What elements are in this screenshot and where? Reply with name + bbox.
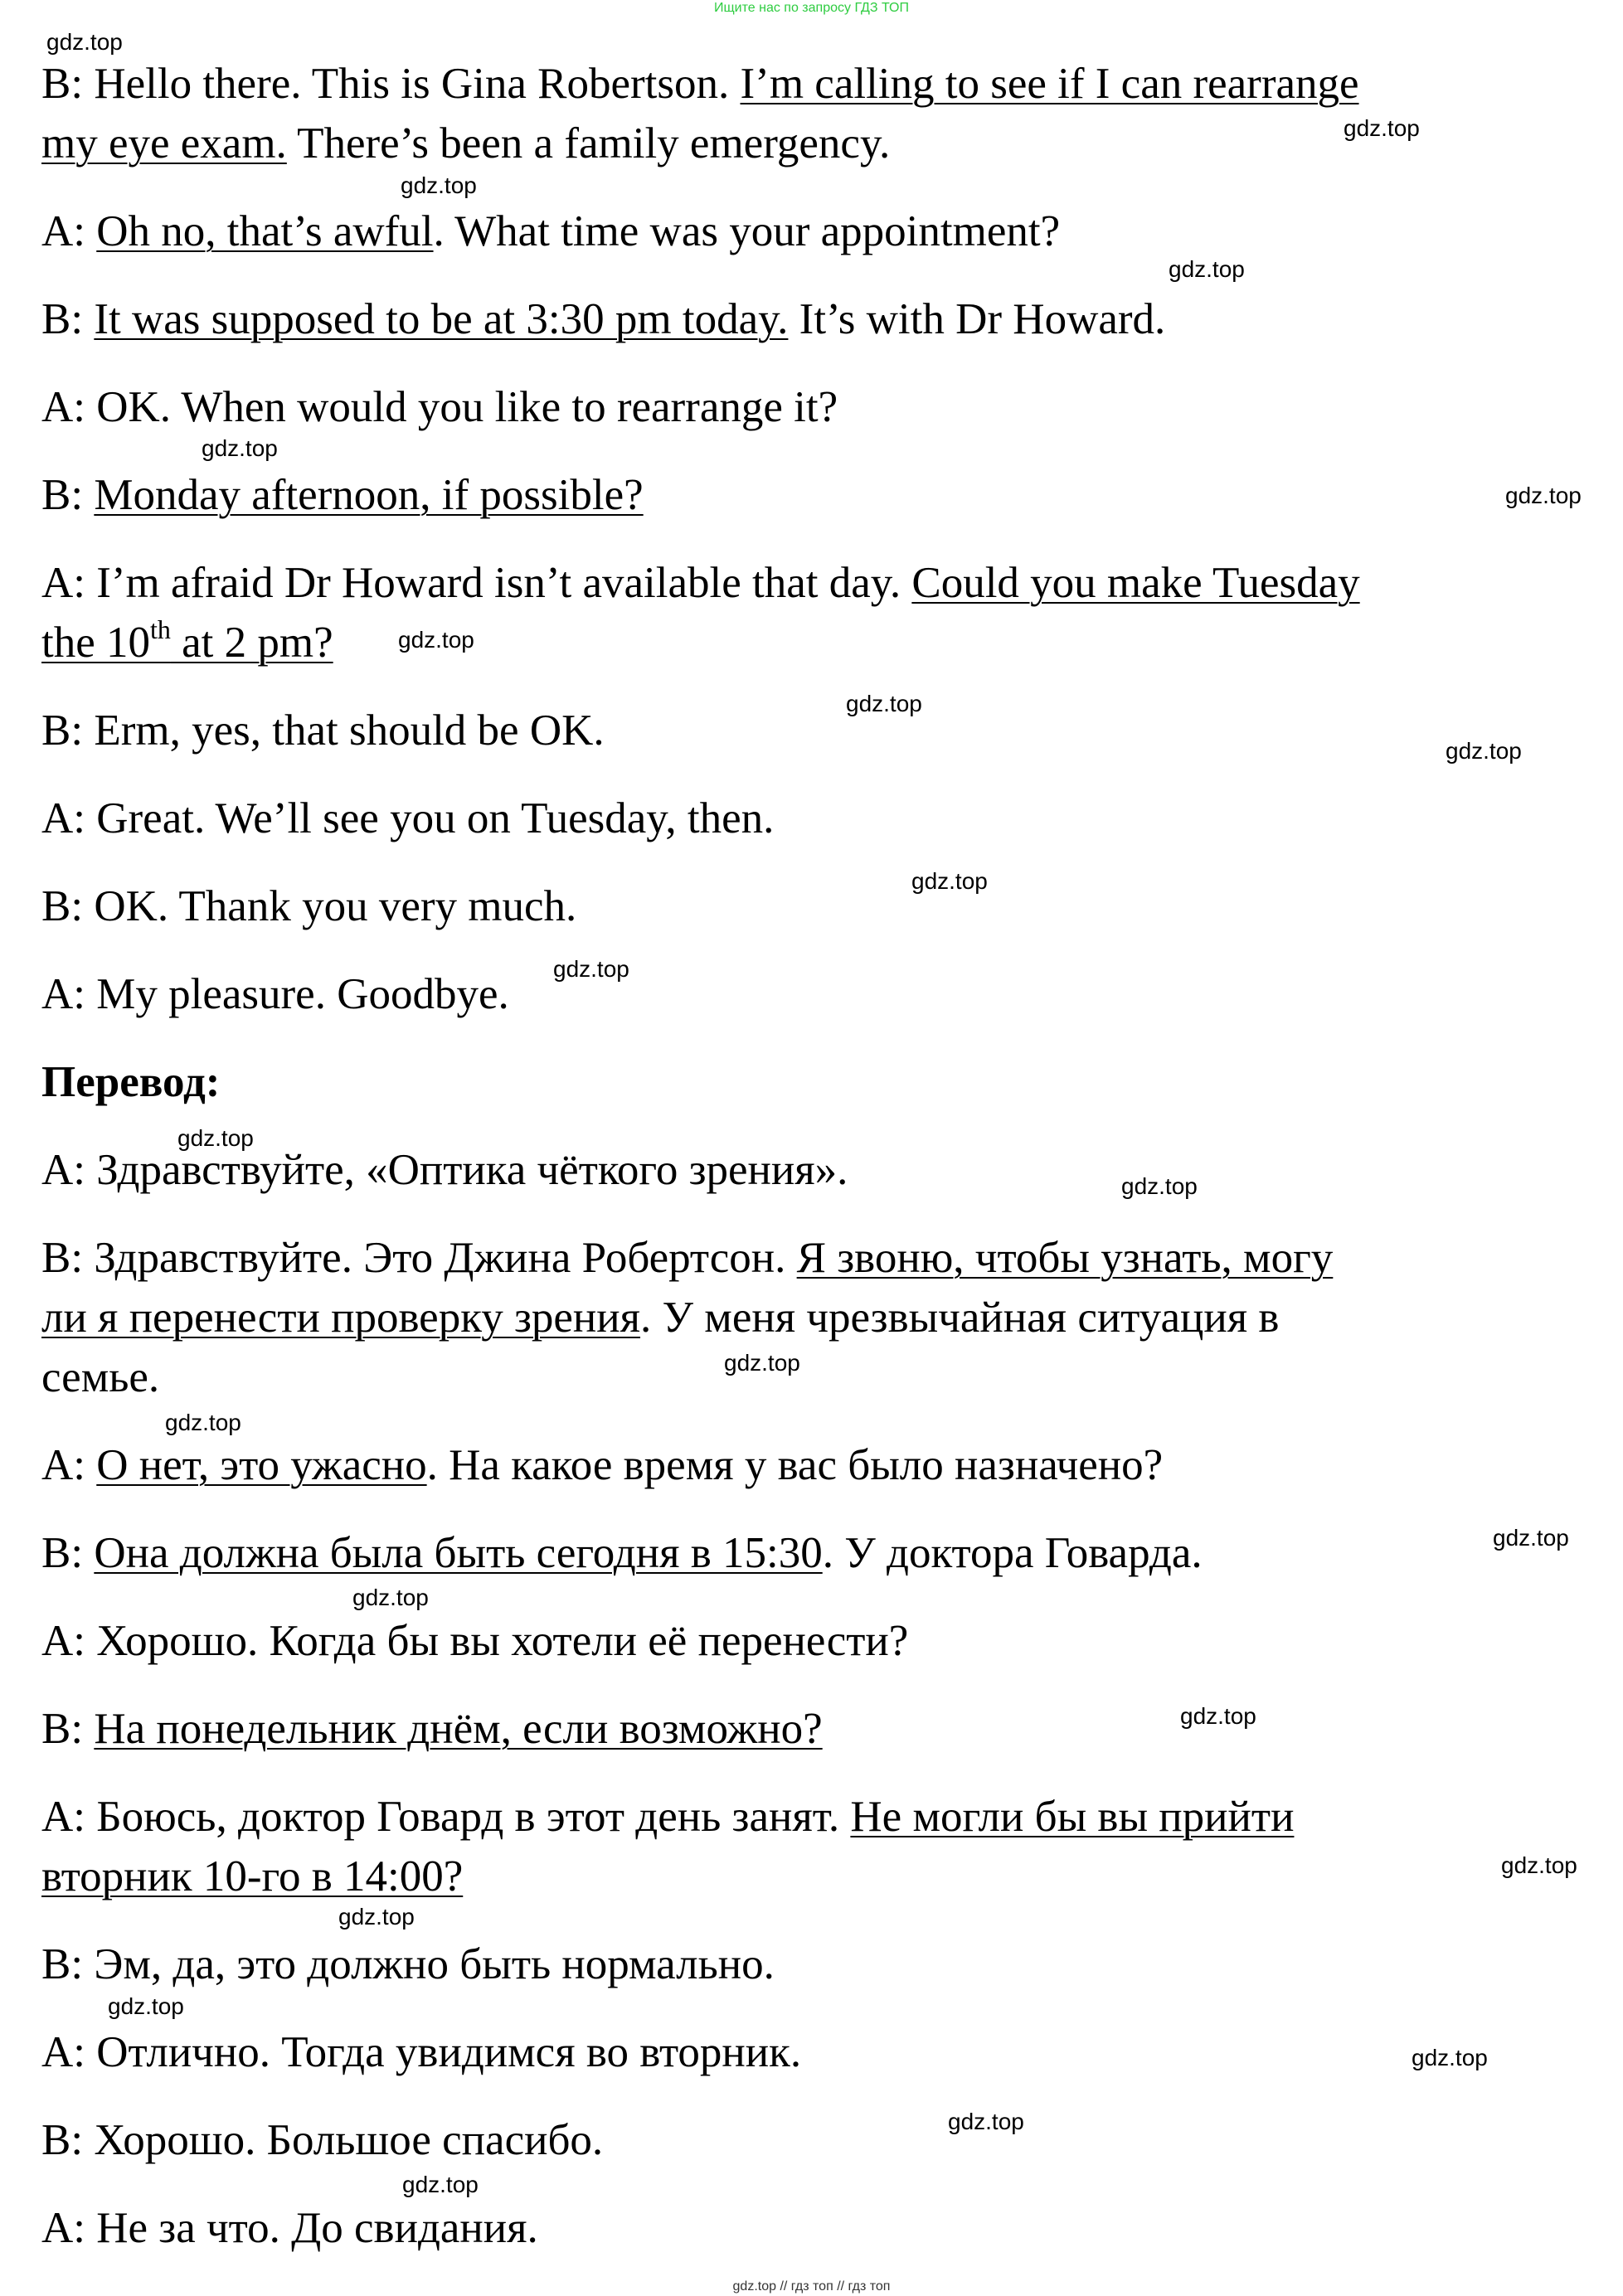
watermark: gdz.top [1180,1703,1256,1729]
watermark: gdz.top [402,2172,479,2197]
russian-line-10: вторник 10-го в 14:00? [41,1852,464,1900]
english-line-2: my eye exam. There’s been a family emergency. [41,119,891,167]
watermark: gdz.top [1505,483,1582,508]
russian-line-8: В: На понедельник днём, если возможно? [41,1705,823,1753]
watermark: gdz.top [1169,256,1245,282]
english-line-4: B: It was supposed to be at 3:30 pm today. It’s with Dr Howard. [41,295,1166,343]
russian-line-2: В: Здравствуйте. Это Джина Робертсон. Я звоню, чтобы узнать, могу [41,1234,1334,1282]
watermark: gdz.top [202,435,278,461]
russian-line-1: А: Здравствуйте, «Оптика чёткого зрения». [41,1146,848,1194]
russian-line-5: А: О нет, это ужасно. На какое время у вас было назначено? [41,1441,1164,1489]
russian-line-14: А: Не за что. До свидания. [41,2204,538,2252]
russian-line-4: семье. [41,1353,160,1401]
watermark: gdz.top [553,956,629,982]
english-line-7: A: I’m afraid Dr Howard isn’t available that day. Could you make Tuesday [41,559,1360,607]
watermark: gdz.top [108,1993,184,2019]
english-line-12: A: My pleasure. Goodbye. [41,970,509,1018]
translation-heading: Перевод: [41,1058,221,1106]
watermark: gdz.top [46,29,123,55]
english-line-5: A: OK. When would you like to rearrange it? [41,383,838,431]
watermark: gdz.top [338,1904,415,1930]
english-line-3: A: Oh no, that’s awful. What time was your appointment? [41,207,1061,255]
bottom-banner[interactable]: gdz.top // гдз топ // гдз топ [732,2279,891,2294]
top-banner[interactable]: Ищите нас по запросу ГДЗ ТОП [714,1,909,15]
russian-line-9: А: Боюсь, доктор Говард в этот день занят. Не могли бы вы прийти [41,1793,1295,1841]
english-line-11: B: OK. Thank you very much. [41,882,577,930]
english-line-6: B: Monday afternoon, if possible? [41,471,644,519]
watermark: gdz.top [911,868,988,894]
russian-line-13: В: Хорошо. Большое спасибо. [41,2116,604,2164]
english-line-1: B: Hello there. This is Gina Robertson. I’m calling to see if I can rearrange [41,60,1359,108]
watermark: gdz.top [1446,738,1522,764]
watermark: gdz.top [1121,1173,1198,1199]
english-line-9: B: Erm, yes, that should be OK. [41,706,605,755]
watermark: gdz.top [1501,1852,1577,1878]
watermark: gdz.top [846,691,922,716]
watermark: gdz.top [398,627,474,653]
watermark: gdz.top [948,2109,1024,2134]
russian-line-12: А: Отлично. Тогда увидимся во вторник. [41,2028,802,2076]
english-line-8: the 10th at 2 pm? [41,614,333,667]
russian-line-6: В: Она должна была быть сегодня в 15:30. У доктора Говарда. [41,1529,1203,1577]
russian-line-7: А: Хорошо. Когда бы вы хотели её перенести? [41,1617,909,1665]
watermark: gdz.top [724,1350,800,1376]
watermark: gdz.top [1493,1525,1569,1551]
watermark: gdz.top [1412,2045,1488,2070]
watermark: gdz.top [1344,115,1420,141]
russian-line-11: В: Эм, да, это должно быть нормально. [41,1940,775,1988]
english-line-10: A: Great. We’ll see you on Tuesday, then. [41,794,775,842]
watermark: gdz.top [401,172,477,198]
russian-line-3: ли я перенести проверку зрения. У меня чрезвычайная ситуация в [41,1294,1280,1342]
watermark: gdz.top [177,1125,254,1151]
watermark: gdz.top [352,1585,429,1610]
watermark: gdz.top [165,1410,241,1435]
